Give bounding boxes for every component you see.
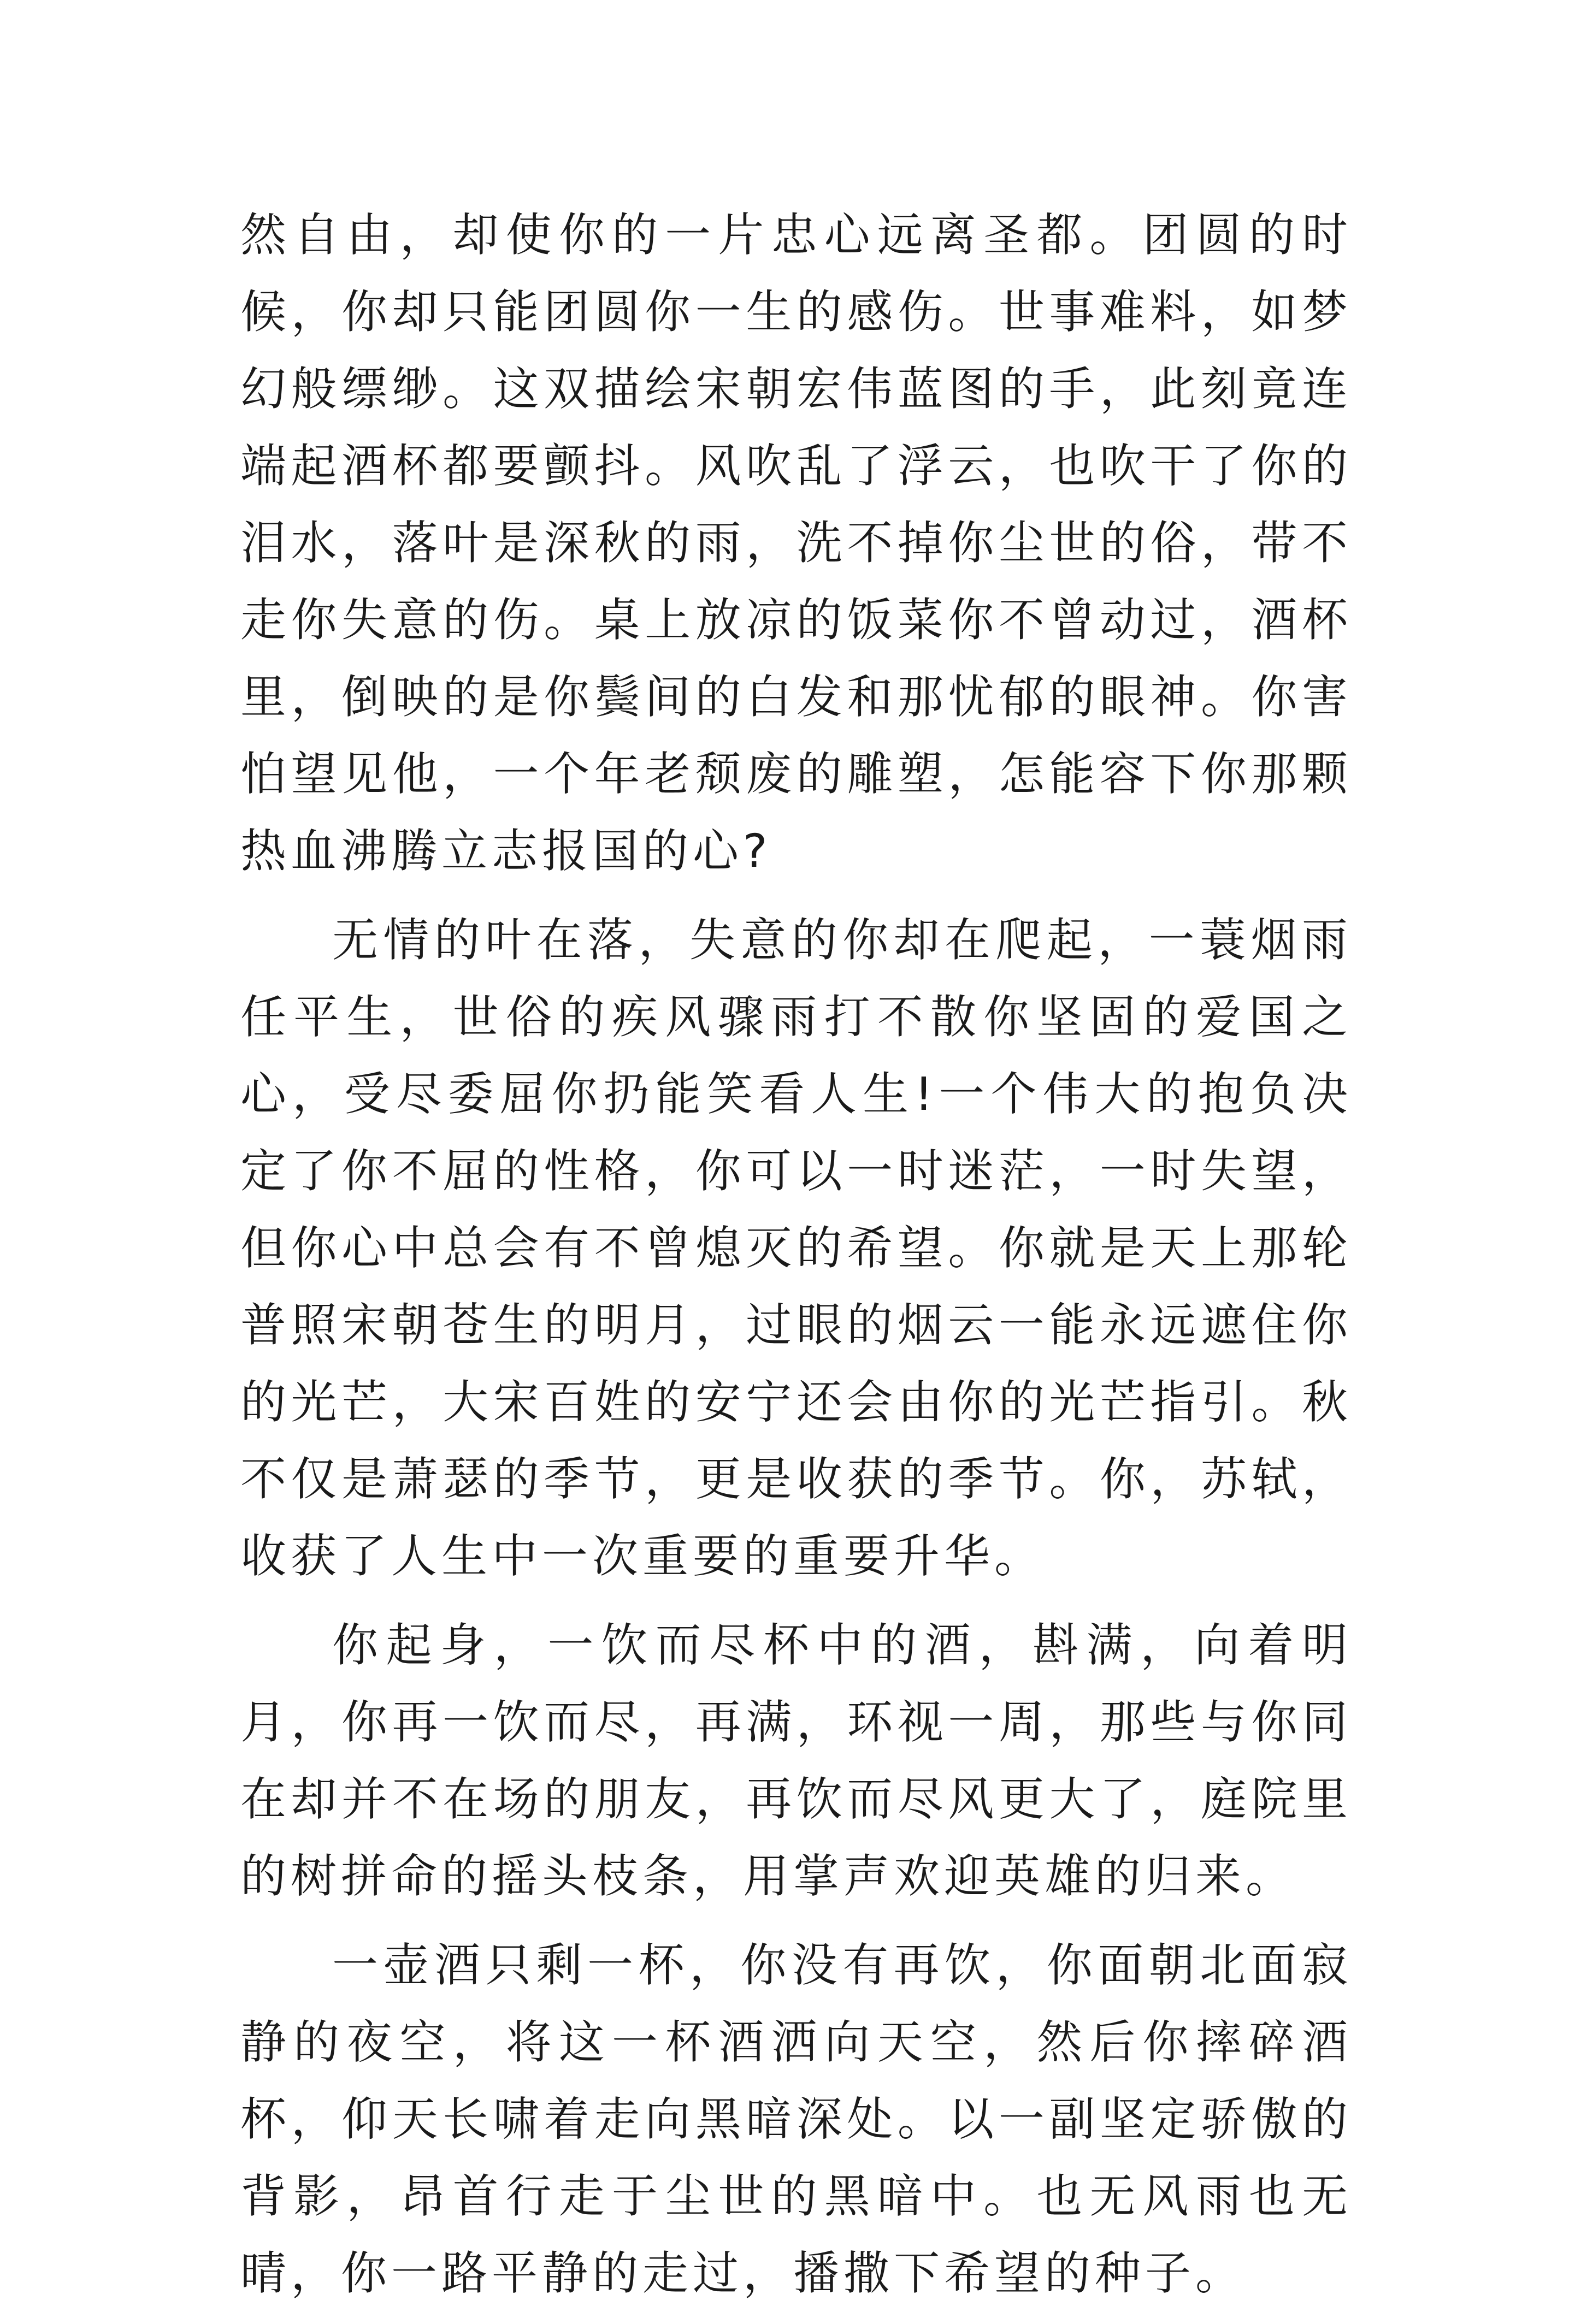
paragraph-3: 你起身，一饮而尽杯中的酒，斟满，向着明月，你再一饮而尽，再满，环视一周，那些与你同在却并不在场的朋友，再饮而尽风更大了，庭院里的树拼命的摇头枝条，用掌声欢迎英雄的归来。 (240, 1618, 1352, 1903)
document-body (240, 197, 1352, 2324)
paragraph-1: 然自由，却使你的一片忠心远离圣都。团圆的时候，你却只能团圆你一生的感伤。世事难料，如梦幻般缥缈。这双描绘宋朝宏伟蓝图的手，此刻竟连端起酒杯都要颤抖。风吹乱了浮云，也吹干了你的泪水，落叶是深秋的雨，洗不掉你尘世的俗，带不走你失意的伤。桌上放凉的饭菜你不曾动过，酒杯里，倒映的是你鬓间的白发和那忧郁的眼神。你害怕望见他，一个年老颓废的雕塑，怎能容下你那颗热血沸腾立志报国的心? (240, 208, 1352, 878)
paragraph-4: 一壶酒只剩一杯，你没有再饮，你面朝北面寂静的夜空，将这一杯酒洒向天空，然后你摔碎酒杯，仰天长啸着走向黑暗深处。以一副坚定骄傲的背影，昂首行走于尘世的黑暗中。也无风雨也无晴，你一路平静的走过，播撒下希望的种子。 (240, 1938, 1352, 2300)
paragraph-2: 无情的叶在落，失意的你却在爬起，一蓑烟雨任平生，世俗的疾风骤雨打不散你坚固的爱国之心，受尽委屈你扔能笑看人生!一个伟大的抱负决定了你不屈的性格，你可以一时迷茫，一时失望，但你心中总会有不曾熄灭的希望。你就是天上那轮普照宋朝苍生的明月，过眼的烟云一能永远遮住你的光芒，大宋百姓的安宁还会由你的光芒指引。秋不仅是萧瑟的季节，更是收获的季节。你，苏轼，收获了人生中一次重要的重要升华。 (240, 913, 1352, 1583)
